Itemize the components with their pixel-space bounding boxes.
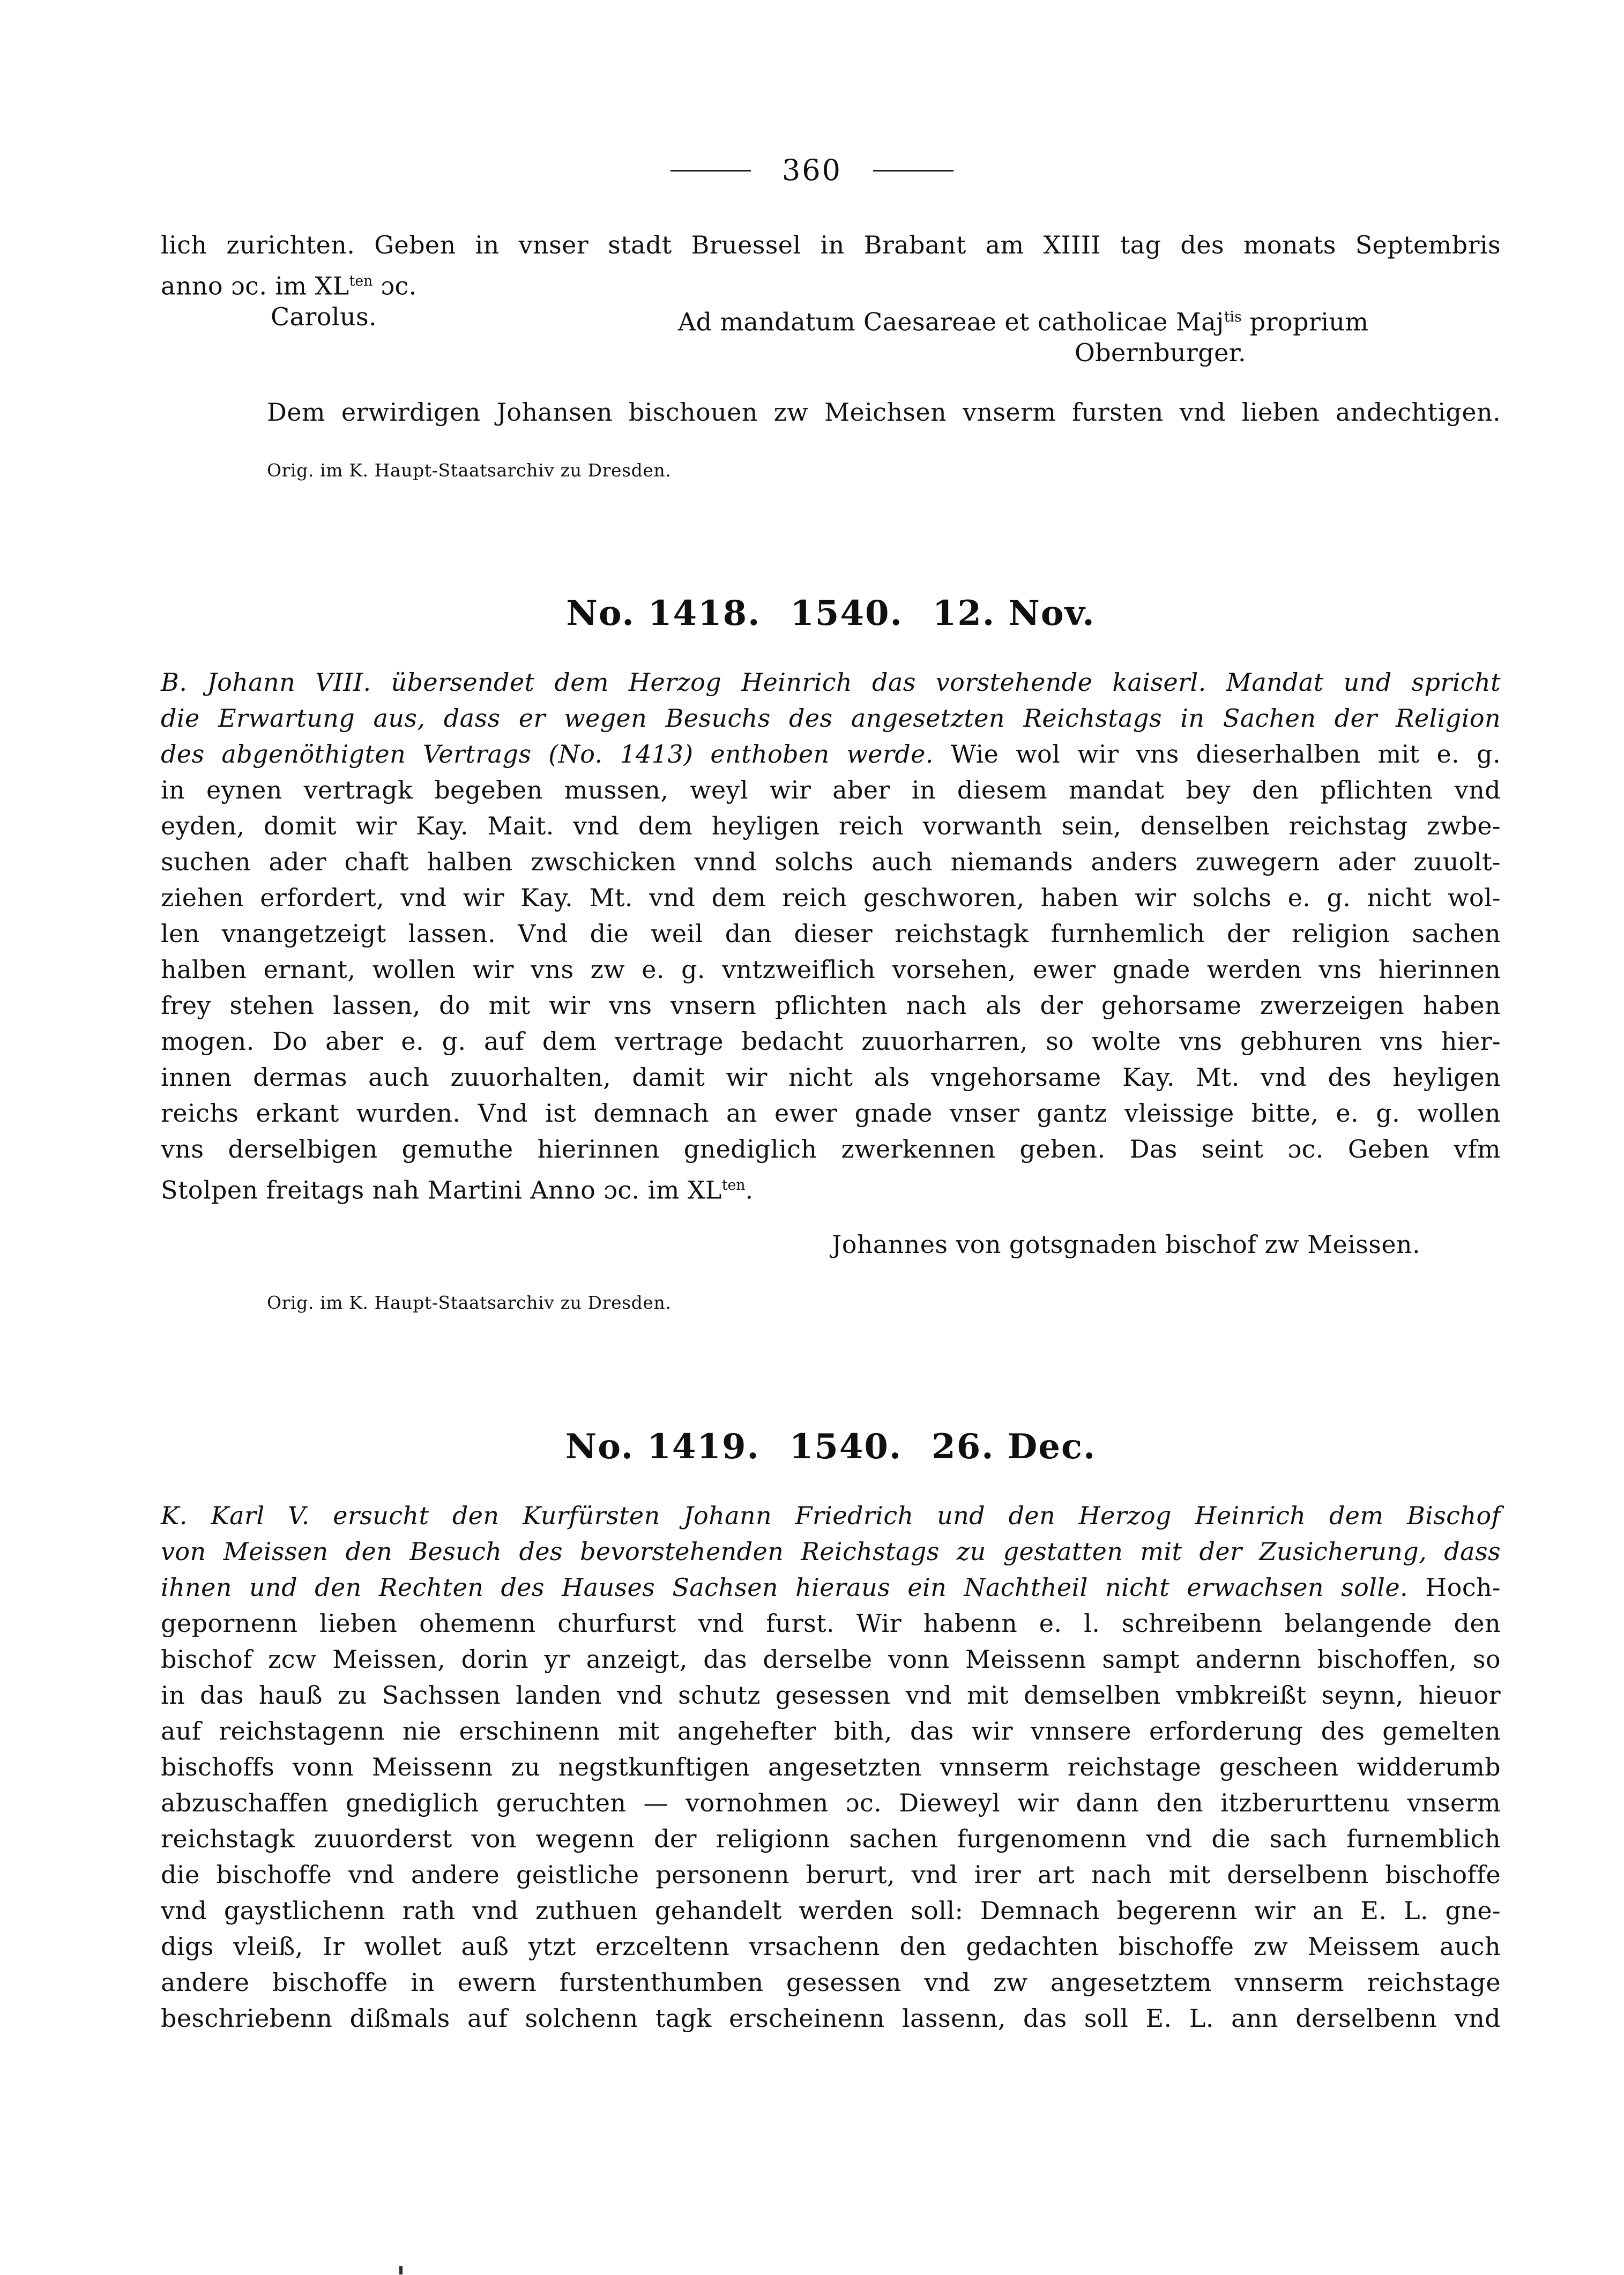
scan-artifact — [399, 2266, 403, 2274]
text-line: vnd gaystlichenn rath vnd zuthuen gehandelt werden soll: Demnach begerenn wir an E. L. gne- — [161, 1896, 1501, 1925]
doc-number: No. 1419. — [565, 1427, 760, 1467]
page-header — [0, 154, 1624, 187]
doc-year: 1540. — [789, 1427, 903, 1467]
text-line: von Meissen den Besuch des bevorstehenden Reichstags zu gestatten mit der Zusicherung, dass — [161, 1537, 1501, 1566]
text-line: ziehen erfordert, vnd wir Kay. Mt. vnd dem reich geschworen, haben wir solchs e. g. nicht wol- — [161, 883, 1501, 912]
text-line: bischof zcw Meissen, dorin yr anzeigt, das derselbe vonn Meissenn sampt andernn bischoffen, so — [161, 1645, 1501, 1674]
address-line: Dem erwirdigen Johansen bischouen zw Meichsen vnserm fursten vnd lieben andechtigen. — [267, 398, 1501, 427]
document-1418 — [161, 592, 1501, 1321]
document-heading — [161, 592, 1501, 635]
chancery-text: Ad mandatum Caesareae et catholicae Maj — [678, 307, 1224, 337]
text-line: abzuschaffen gnediglich geruchten — vornohmen ɔc. Dieweyl wir dann den itzberurttenu vnserm — [161, 1788, 1501, 1817]
body-text: Stolpen freitags nah Martini Anno ɔc. im XL — [161, 1175, 722, 1205]
text-line: reichstagk zuuorderst von wegenn der religionn sachen furgenomenn vnd die sach furnemblich — [161, 1824, 1501, 1853]
text-line: andere bischoffe in ewern furstenthumben gesessen vnd zw angesetztem vnnserm reichstage — [161, 1968, 1501, 1997]
text-line — [161, 263, 1501, 299]
doc-number: No. 1418. — [566, 593, 761, 633]
signature-obernburger: Obernburger. — [1075, 338, 1247, 367]
signature-carolus: Carolus. — [271, 302, 377, 331]
text-line: vns derselbigen gemuthe hierinnen gnediglich zwerkennen geben. Das seint ɔc. Geben vfm — [161, 1135, 1501, 1163]
text-line: in das hauß zu Sachssen landen vnd schutz gesessen vnd mit demselben vmbkreißt seynn, hieuor — [161, 1681, 1501, 1710]
dateline-text: ɔc. — [373, 271, 417, 301]
summary-end: ihnen und den Rechten des Hauses Sachsen hieraus ein Nachtheil nicht erwachsen solle. — [161, 1573, 1409, 1602]
summary-paragraph — [161, 1498, 1501, 1570]
page-number: 360 — [781, 153, 843, 187]
source-note: Orig. im K. Haupt-Staatsarchiv zu Dresden. — [267, 460, 672, 481]
summary-end: des abgenöthigten Vertrags (No. 1413) enthoben werde. — [161, 740, 934, 769]
header-rule-right — [873, 170, 953, 171]
header-rule-left — [671, 170, 751, 171]
superscript: ten — [721, 1177, 746, 1194]
text-line — [161, 1570, 1501, 1606]
text-line: lich zurichten. Geben in vnser stadt Bruessel in Brabant am XIIII tag des monats Septembris — [161, 230, 1501, 259]
text-line: suchen ader chaft halben zwschicken vnnd solchs auch niemands anders zuwegern ader zuuolt- — [161, 847, 1501, 876]
body-start: Hoch- — [1425, 1573, 1501, 1602]
text-line: die bischoffe vnd andere geistliche personenn berurt, vnd irer art nach mit derselbenn bischoffe — [161, 1860, 1501, 1889]
doc-date: 26. Dec. — [932, 1427, 1097, 1467]
text-line: halben ernant, wollen wir vns zw e. g. vntzweiflich vorsehen, ewer gnade werden vns hierinnen — [161, 955, 1501, 984]
text-line: frey stehen lassen, do mit wir vns vnsern pflichten nach als der gehorsame zwerzeigen haben — [161, 991, 1501, 1020]
text-line: die Erwartung aus, dass er wegen Besuchs des angesetzten Reichstags in Sachen der Religion — [161, 704, 1501, 733]
text-line: innen dermas auch zuuorhalten, damit wir nicht als vngehorsame Kay. Mt. vnd des heyligen — [161, 1063, 1501, 1092]
text-line: gepornenn lieben ohemenn churfurst vnd furst. Wir habenn e. l. schreibenn belangende den — [161, 1609, 1501, 1638]
document-heading — [161, 1426, 1501, 1468]
body-paragraph — [161, 1606, 1501, 2037]
source-note: Orig. im K. Haupt-Staatsarchiv zu Dresden. — [267, 1292, 672, 1313]
text-line: eyden, domit wir Kay. Mait. vnd dem heyligen reich vorwanth sein, denselben reichstag zwbe- — [161, 811, 1501, 840]
summary-paragraph — [161, 665, 1501, 736]
text-line: auf reichstagenn nie erschinenn mit angehefter bith, das wir vnnsere erforderung des gemelten — [161, 1717, 1501, 1746]
doc-year: 1540. — [790, 593, 903, 633]
document-1419 — [161, 1426, 1501, 2037]
signature-row — [161, 299, 1501, 335]
text-line: reichs erkant wurden. Vnd ist demnach an ewer gnade vnser gantz vleissige bitte, e. g. wollen — [161, 1099, 1501, 1128]
text-line — [161, 736, 1501, 772]
superscript: tis — [1224, 309, 1242, 325]
text-line: B. Johann VIII. übersendet dem Herzog Heinrich das vorstehende kaiserl. Mandat und spricht — [161, 668, 1501, 697]
text-line — [161, 1167, 1501, 1203]
text-line: mogen. Do aber e. g. auf dem vertrage bedacht zuuorharren, so wolte vns gebhuren vns hier- — [161, 1027, 1501, 1056]
text-line: len vnangetzeigt lassen. Vnd die weil dan dieser reichstagk furnhemlich der religion sachen — [161, 919, 1501, 948]
doc-date: 12. Nov. — [932, 593, 1096, 633]
body-start: Wie wol wir vns dieserhalben mit e. g. — [950, 740, 1501, 769]
text-line: beschriebenn dißmals auf solchenn tagk erscheinenn lassenn, das soll E. L. ann derselbenn vnd — [161, 2004, 1501, 2033]
dateline-text: anno ɔc. im XL — [161, 271, 349, 301]
chancery-text: proprium — [1241, 307, 1369, 337]
text-line: digs vleiß, Ir wollet auß ytzt erzceltenn vrsachenn den gedachten bischoffe zw Meissem auch — [161, 1932, 1501, 1961]
text-line: bischoffs vonn Meissenn zu negstkunftigen angesetzten vnnserm reichstage gescheen widderumb — [161, 1752, 1501, 1781]
body-paragraph — [161, 772, 1501, 1167]
superscript: ten — [349, 273, 373, 289]
body-text: . — [745, 1175, 754, 1205]
signature-line: Johannes von gotsgnaden bischof zw Meissen. — [831, 1230, 1420, 1259]
text-line: in eynen vertragk begeben mussen, weyl wir aber in diesem mandat bey den pflichten vnd — [161, 775, 1501, 804]
letter-fragment — [161, 227, 1501, 488]
text-line: K. Karl V. ersucht den Kurfürsten Johann Friedrich und den Herzog Heinrich dem Bischof — [161, 1501, 1501, 1530]
chancery-note — [678, 299, 1368, 340]
